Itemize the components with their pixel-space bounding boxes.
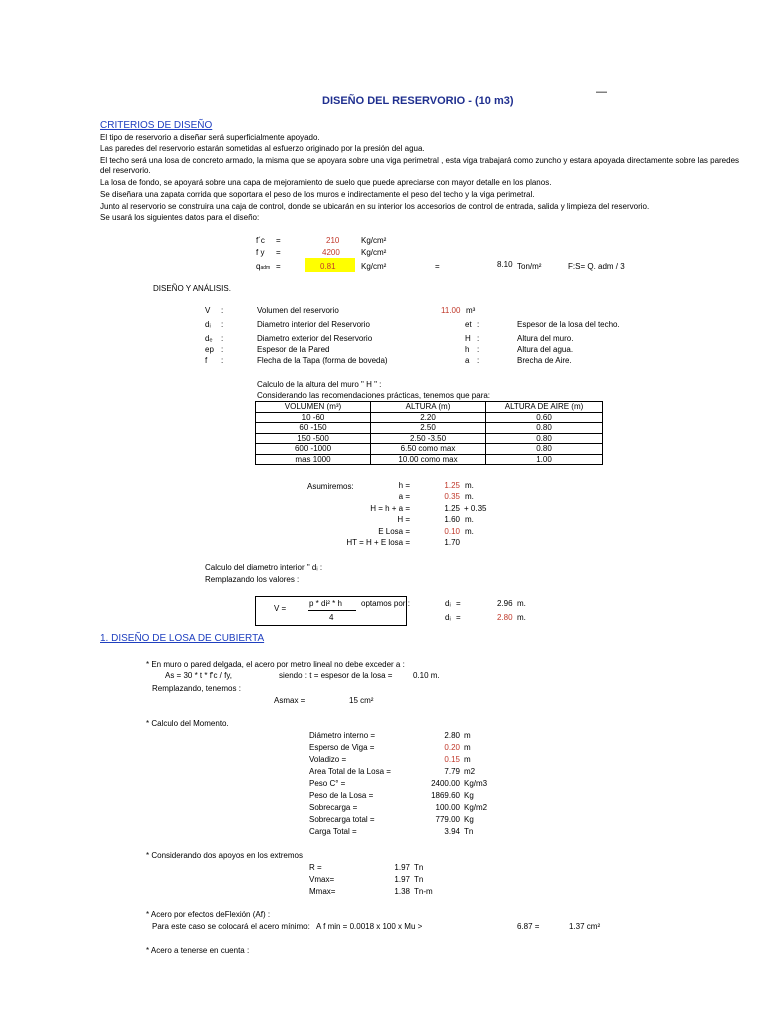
losa-bullet-1: * En muro o pared delgada, el acero por metro lineal no debe exceder a : [146, 660, 405, 669]
asumimos-unit: m. [465, 515, 474, 524]
fraction-numerator: p * di² * h [309, 599, 342, 608]
table-cell: 0.60 [486, 412, 603, 423]
asumimos-key: E Losa = [378, 527, 410, 536]
d1-eq: = [456, 599, 461, 608]
remplazando-label: Remplazando, tenemos : [152, 684, 241, 693]
losa-bullet-5: * Acero a tenerse en cuenta : [146, 946, 250, 955]
t-value: 0.10 m. [413, 671, 440, 680]
apoyos-value: 1.97 [394, 875, 410, 884]
table-cell: 2.50 [371, 423, 486, 434]
analisis-colon: : [221, 320, 224, 329]
momento-key: Sobrecarga total = [309, 815, 375, 824]
analisis-colon-2: : [477, 334, 480, 343]
analisis-desc-2: Brecha de Aire. [517, 356, 572, 365]
criterios-line: Junto al reservorio se construira una caja de control, donde se ubicarán en su interior los accesorios de control de entrada, salida y limpieza del reservorio. [100, 202, 650, 211]
altura-table [255, 401, 603, 465]
page-title: DISEÑO DEL RESERVORIO - (10 m3) [322, 95, 514, 107]
apoyos-value: 1.38 [394, 887, 410, 896]
asumimos-key: h = [398, 481, 410, 490]
apoyos-unit: Tn [414, 863, 424, 872]
d2-symbol: dᵢ [445, 613, 451, 622]
asumimos-value: 0.10 [444, 527, 460, 536]
table-row [256, 433, 603, 444]
q-eq: = [276, 262, 281, 271]
analisis-desc-2: Espesor de la losa del techo. [517, 320, 620, 329]
analisis-colon: : [221, 334, 224, 343]
asumimos-label: Asumiremos: [307, 482, 354, 491]
analisis-symbol: V [205, 306, 211, 315]
fy-label: f y [256, 248, 265, 257]
analisis-value: 11.00 [441, 306, 461, 315]
apoyos-unit: Tn [414, 875, 424, 884]
table-cell: 6.50 como max [371, 444, 486, 455]
asumimos-key: H = [397, 515, 410, 524]
analisis-unit: m³ [466, 306, 476, 315]
momento-key: Peso de la Losa = [309, 791, 374, 800]
col-volumen: VOLUMEN (m³) [256, 402, 371, 413]
analisis-symbol-2: a [465, 356, 470, 365]
table-row [256, 423, 603, 434]
d2-eq: = [456, 613, 461, 622]
asumimos-unit: m. [465, 481, 474, 490]
asumimos-value: 1.25 [444, 504, 460, 513]
fraction-denominator: 4 [329, 613, 334, 622]
momento-unit: m [464, 755, 471, 764]
asmax-value: 15 cm² [349, 696, 374, 705]
momento-key: Esperso de Viga = [309, 743, 375, 752]
table-cell: mas 1000 [256, 454, 371, 465]
fy-value: 4200 [322, 248, 340, 257]
momento-key: Peso C° = [309, 779, 346, 788]
momento-value: 2400.00 [431, 779, 460, 788]
col-altura: ALTURA (m) [371, 402, 486, 413]
criterios-line: La losa de fondo, se apoyará sobre una capa de mejoramiento de suelo que puede apreciarse con mayor detalle en los planos. [100, 178, 552, 187]
q-unit: Kg/cm² [361, 262, 387, 271]
momento-unit: Kg/m3 [464, 779, 488, 788]
losa-heading: 1. DISEÑO DE LOSA DE CUBIERTA [100, 633, 265, 644]
fc-label: f´c [256, 236, 265, 245]
analisis-symbol: ep [205, 345, 214, 354]
fc-eq: = [276, 236, 281, 245]
d1-unit: m. [517, 599, 526, 608]
analisis-heading: DISEÑO Y ANÁLISIS. [153, 284, 231, 293]
table-cell: 0.80 [486, 423, 603, 434]
as-formula: As = 30 * t * f'c / fy, [165, 671, 232, 680]
asmax-label: Asmax = [274, 696, 306, 705]
analisis-symbol-2: h [465, 345, 470, 354]
momento-unit: Kg [464, 791, 474, 800]
asumimos-unit: m. [465, 527, 474, 536]
col-aire: ALTURA DE AIRE (m) [486, 402, 603, 413]
diametro-line2: Remplazando los valores : [205, 575, 300, 584]
momento-unit: m [464, 731, 471, 740]
momento-value: 100.00 [435, 803, 460, 812]
optamos-label: optamos por : [361, 599, 410, 608]
table-cell: 600 -1000 [256, 444, 371, 455]
asumimos-value-2: + 0.35 [464, 504, 487, 513]
analisis-symbol: f [205, 356, 208, 365]
diametro-line1: Calculo del diametro interior " dᵢ : [205, 563, 323, 572]
asumimos-value: 1.70 [444, 538, 460, 547]
criterios-heading: CRITERIOS DE DISEÑO [100, 120, 213, 131]
criterios-line: El tipo de reservorio a diseñar será superficialmente apoyado. [100, 133, 320, 142]
q-subscript: adm [260, 265, 271, 271]
fc-unit: Kg/cm² [361, 236, 387, 245]
analisis-desc: Flecha de la Tapa (forma de boveda) [257, 356, 388, 365]
d2-unit: m. [517, 613, 526, 622]
momento-unit: m [464, 743, 471, 752]
momento-value: 1869.60 [431, 791, 460, 800]
table-cell: 2.50 -3.50 [371, 433, 486, 444]
apoyos-key: Mmax= [309, 887, 336, 896]
momento-unit: Kg/m2 [464, 803, 488, 812]
v-eq: V = [274, 604, 287, 613]
q-eq2: = [435, 262, 440, 271]
momento-value: 779.00 [435, 815, 460, 824]
siendo-label: siendo : t = espesor de la losa = [279, 671, 393, 680]
apoyos-value: 1.97 [394, 863, 410, 872]
analisis-colon-2: : [477, 356, 480, 365]
apoyos-unit: Tn-m [414, 887, 433, 896]
analisis-colon-2: : [477, 345, 480, 354]
table-cell: 60 -150 [256, 423, 371, 434]
momento-key: Diámetro interno = [309, 731, 376, 740]
analisis-colon: : [221, 356, 224, 365]
analisis-symbol: dᵢ [205, 320, 211, 329]
asumimos-value: 1.60 [444, 515, 460, 524]
analisis-desc: Diametro interior del Reservorio [257, 320, 370, 329]
analisis-colon: : [221, 345, 224, 354]
fy-unit: Kg/cm² [361, 248, 387, 257]
fc-value: 210 [326, 236, 340, 245]
fy-eq: = [276, 248, 281, 257]
afmin-value-2: 1.37 cm² [569, 922, 601, 931]
analisis-symbol-2: et [465, 320, 472, 329]
analisis-symbol: dₑ [205, 334, 213, 343]
table-cell: 2.20 [371, 412, 486, 423]
analisis-desc: Volumen del reservorio [257, 306, 339, 315]
momento-key: Sobrecarga = [309, 803, 358, 812]
table-cell: 10 -60 [256, 412, 371, 423]
momento-value: 3.94 [444, 827, 460, 836]
analisis-desc: Diametro exterior del Reservorio [257, 334, 373, 343]
table-cell: 1.00 [486, 454, 603, 465]
analisis-desc-2: Altura del muro. [517, 334, 574, 343]
asumimos-value: 0.35 [444, 492, 460, 501]
table-row [256, 412, 603, 423]
analisis-colon-2: : [477, 320, 480, 329]
momento-value: 0.15 [444, 755, 460, 764]
d1-symbol: dᵢ [445, 599, 451, 608]
apoyos-key: Vmax= [309, 875, 335, 884]
q-symbol: q [256, 262, 261, 271]
table-cell: 150 -500 [256, 433, 371, 444]
momento-key: Voladizo = [309, 755, 347, 764]
losa-bullet-3: * Considerando dos apoyos en los extremos [146, 851, 303, 860]
ton-unit: Ton/m² [517, 262, 542, 271]
table-row [256, 444, 603, 455]
fraction-line [308, 610, 356, 611]
fs-formula: F:S= Q. adm / 3 [568, 262, 625, 271]
momento-key: Carga Total = [309, 827, 357, 836]
table-header-row [256, 402, 603, 413]
analisis-symbol-2: H [465, 334, 471, 343]
criterios-line: Se usará los siguientes datos para el diseño: [100, 213, 260, 222]
d1-value: 2.96 [497, 599, 513, 608]
momento-unit: Tn [464, 827, 474, 836]
momento-key: Area Total de la Losa = [309, 767, 391, 776]
table-row [256, 454, 603, 465]
momento-value: 7.79 [444, 767, 460, 776]
asumimos-key: HT = H + E losa = [346, 538, 410, 547]
criterios-line: Las paredes del reservorio estarán sometidas al esfuerzo originado por la presión del agua. [100, 144, 425, 153]
apoyos-key: R = [309, 863, 322, 872]
asumimos-key: H = h + a = [370, 504, 410, 513]
criterios-line: Se diseñara una zapata corrida que soportara el peso de los muros e indirectamente el peso del techo y la viga perimetral. [100, 190, 535, 199]
momento-unit: m2 [464, 767, 476, 776]
asumimos-value: 1.25 [444, 481, 460, 490]
altura-line2: Considerando las recomendaciones prácticas, tenemos que para: [257, 391, 491, 400]
asumimos-unit: m. [465, 492, 474, 501]
afmin-formula: A f min = 0.0018 x 100 x Mu > [316, 922, 423, 931]
table-cell: 0.80 [486, 433, 603, 444]
asumimos-key: a = [398, 492, 410, 501]
losa-bullet-4: * Acero por efectos deFlexión (Af) : [146, 910, 271, 919]
d2-value: 2.80 [497, 613, 513, 622]
losa-bullet-2: * Calculo del Momento. [146, 719, 229, 728]
q-value: 0.81 [320, 262, 336, 271]
momento-value: 0.20 [444, 743, 460, 752]
header-dash: — [596, 86, 607, 98]
analisis-colon: : [221, 306, 224, 315]
afmin-value-1: 6.87 = [517, 922, 540, 931]
momento-value: 2.80 [444, 731, 460, 740]
acero-minimo-label: Para este caso se colocará el acero mínimo: [152, 922, 310, 931]
table-cell: 0.80 [486, 444, 603, 455]
table-cell: 10.00 como max [371, 454, 486, 465]
altura-line1: Calculo de la altura del muro " H " : [257, 380, 382, 389]
criterios-line: del reservorio. [100, 166, 151, 175]
criterios-line: El techo será una losa de concreto armado, la misma que se apoyara sobre una viga perimetral , esta viga trabajará como zuncho y estara apoyada directamente sobre las paredes [100, 156, 740, 165]
analisis-desc: Espesor de la Pared [257, 345, 330, 354]
momento-unit: Kg [464, 815, 474, 824]
q-label [256, 262, 270, 273]
ton-value: 8.10 [497, 260, 513, 269]
analisis-desc-2: Altura del agua. [517, 345, 574, 354]
